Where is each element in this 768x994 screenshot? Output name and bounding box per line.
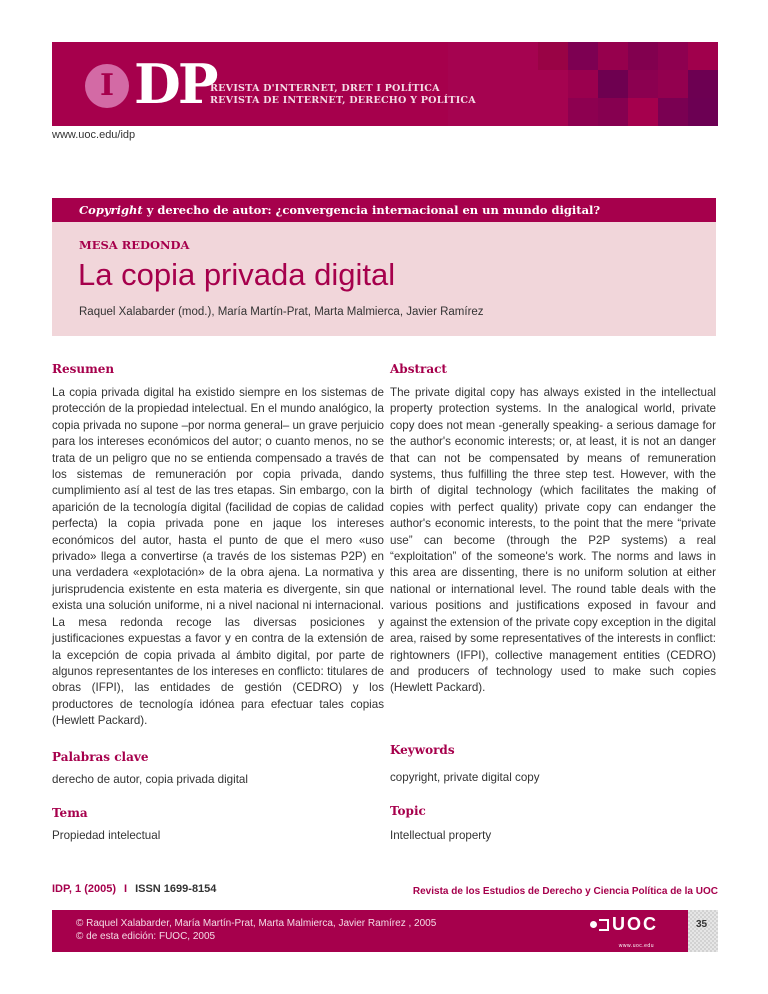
tema-heading: Tema xyxy=(52,806,88,820)
topic-heading: Topic xyxy=(390,804,426,818)
logo-i-circle: I xyxy=(85,64,129,108)
topic-section xyxy=(390,804,716,842)
keywords-section xyxy=(390,743,716,784)
tema-section xyxy=(52,806,384,842)
site-url-link[interactable]: www.uoc.edu/idp xyxy=(52,129,136,141)
uoc-dot-icon xyxy=(590,921,597,928)
footer-band xyxy=(52,910,688,952)
footer-citation xyxy=(52,883,216,895)
topic-bar xyxy=(52,198,716,222)
journal-name: Revista de los Estudios de Derecho y Ciencia Política de la UOC xyxy=(412,886,718,897)
page-title: La copia privada digital xyxy=(78,257,396,292)
journal-title-spanish: REVISTA DE INTERNET, DERECHO Y POLÍTICA xyxy=(210,95,476,106)
uoc-wordmark: UOC xyxy=(612,914,658,934)
topic-text-en: Intellectual property xyxy=(390,829,492,842)
topic-text: y derecho de autor: ¿convergencia internacional en un mundo digital? xyxy=(142,203,601,217)
journal-title-catalan: REVISTA D'INTERNET, DRET I POLÍTICA xyxy=(210,83,440,94)
abstract-section xyxy=(390,362,716,697)
decorative-mosaic xyxy=(448,42,718,126)
journal-titles xyxy=(210,83,476,107)
authors: Raquel Xalabarder (mod.), María Martín-Prat, Marta Malmierca, Javier Ramírez xyxy=(79,306,484,318)
resumen-section xyxy=(52,362,384,730)
abstract-heading: Abstract xyxy=(390,362,447,376)
topic-italic: Copyright xyxy=(79,203,143,217)
resumen-heading: Resumen xyxy=(52,362,115,376)
tema-text: Propiedad intelectual xyxy=(52,829,161,842)
uoc-url: www.uoc.edu xyxy=(618,943,654,949)
logo-dp: DP xyxy=(134,52,216,116)
section-label: MESA REDONDA xyxy=(79,238,190,252)
keywords-text: copyright, private digital copy xyxy=(390,771,540,784)
keywords-heading: Keywords xyxy=(390,743,455,757)
palabras-clave-section xyxy=(52,750,384,786)
title-box xyxy=(52,222,716,336)
resumen-text: La copia privada digital ha existido siempre en los sistemas de protección de la propiedad intelectual. En el mundo analógico, la copia privada no supone –por norma general– un grave perjuicio para los intereses económicos del autor; o cuanto menos, no se trata de un peligro que no se entienda compensado a través de los sistemas de remuneración por copia privada, dando cumplimiento así al test de las tres etapas. Sin embargo, con la aparición de la tecnología digital (facilidad de copias de calidad perfecta) la copia privada pone en jaque los intereses económicos del autor, hasta el punto de que el mero «uso privado» llega a convertirse (a través de los sistemas P2P) en una verdadera «explotación» de la obra ajena. La normativa y jurisprudencia existente en esta materia es divergente, sin que exista una solución uniforme, ni a nivel nacional ni internacional. La mesa redonda recoge las diversas posiciones y justificaciones expuestas a favor y en contra de la extensión de la excepción de copia privada al ámbito digital, por parte de algunos representantes de los intereses en conflicto: titulares de obras (IFPI), las entidades de gestión (CEDRO) y los productores de tecnología idónea para efectuar tales copias (Hewlett Packard). xyxy=(52,386,384,728)
abstract-text: The private digital copy has always existed in the intellectual property protection systems. In the analogical world, private copy does not mean -generally speaking- a serious damage for the author's economic interests; or, at least, it is not an danger that can not be compensated by means of remuneration systems, thus fulfilling the three step test. However, with the birth of digital technology (which facilitates the making of copies with perfect quality) private copy can endanger the author's economic interests, to the point that the mere “private use” can become (through the P2P systems) a real “exploitation” of the someone's work. The norms and laws in this area are dissenting, there is no uniform solution at either national or international level. The round table deals with the various positions and justifications exposed in favour and against the extension of the private copy exception in the digital area, raised by some representatives of the interests in conflict: rightowners (IFPI), collective management entities (CEDRO) and producers of technology used to make such copies (Hewlett Packard). xyxy=(390,386,716,695)
issn: ISSN 1699-8154 xyxy=(135,883,217,895)
citation: IDP, 1 (2005) xyxy=(52,883,117,895)
palabras-clave-text: derecho de autor, copia privada digital xyxy=(52,773,248,786)
copyright-edition: © de esta edición: FUOC, 2005 xyxy=(76,931,216,942)
copyright-authors: © Raquel Xalabarder, María Martín-Prat, Marta Malmierca, Javier Ramírez , 2005 xyxy=(76,918,437,929)
page-number: 35 xyxy=(688,910,718,952)
uoc-logo[interactable] xyxy=(590,914,658,949)
header-banner xyxy=(52,42,718,126)
uoc-bracket-icon xyxy=(599,919,609,931)
separator: I xyxy=(124,883,128,895)
palabras-clave-heading: Palabras clave xyxy=(52,750,149,764)
